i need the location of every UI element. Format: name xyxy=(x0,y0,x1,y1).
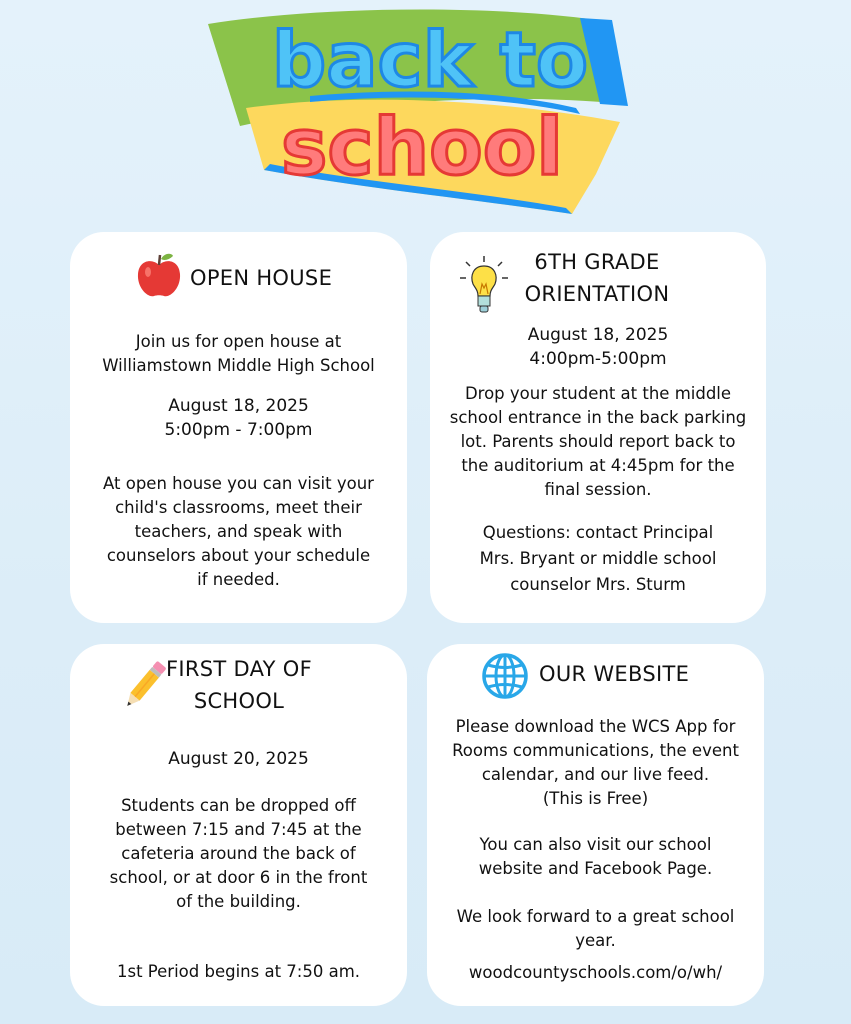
orientation-date: August 18, 2025 4:00pm-5:00pm xyxy=(527,325,669,369)
orientation-details: Drop your student at the middle school entrance in the back parking lot. Parents should report back to the auditorium at 4:45pm for the final session. xyxy=(449,384,747,499)
website-app-text: Please download the WCS App for Rooms communications, the event calendar, and our live feed. (This is Free) xyxy=(452,717,739,808)
globe-icon xyxy=(481,652,529,700)
open-house-date: August 18, 2025 5:00pm - 7:00pm xyxy=(164,396,313,440)
open-house-title: OPEN HOUSE xyxy=(190,266,333,290)
website-card xyxy=(427,644,764,1006)
apple-icon xyxy=(134,250,184,300)
open-house-details: At open house you can visit your child's classrooms, meet their teachers, and speak with counselors about your schedule if needed. xyxy=(103,474,374,589)
first-day-title: FIRST DAY OF SCHOOL xyxy=(166,657,312,713)
first-day-period: 1st Period begins at 7:50 am. xyxy=(116,962,361,981)
website-visit-text: You can also visit our school website and Facebook Page. xyxy=(478,835,713,878)
orientation-questions: Questions: contact Principal Mrs. Bryant or middle school counselor Mrs. Sturm xyxy=(479,523,717,594)
website-url[interactable]: woodcountyschools.com/o/wh/ xyxy=(468,963,723,982)
banner-line1: back to xyxy=(271,15,589,104)
open-house-card xyxy=(70,232,407,623)
website-closing-text: We look forward to a great school year. xyxy=(456,907,735,950)
first-day-card xyxy=(70,644,407,1006)
back-to-school-banner xyxy=(200,4,640,216)
first-day-date: August 20, 2025 xyxy=(168,749,309,769)
orientation-title: 6TH GRADE ORIENTATION xyxy=(524,250,670,306)
lightbulb-icon xyxy=(458,254,510,316)
orientation-card xyxy=(430,232,766,623)
open-house-intro: Join us for open house at Williamstown Middle High School xyxy=(102,332,375,375)
banner-line2: school xyxy=(280,103,564,193)
first-day-details: Students can be dropped off between 7:15 and 7:45 at the cafeteria around the back of school, or at door 6 in the front of the building. xyxy=(109,796,368,911)
website-title: OUR WEBSITE xyxy=(539,662,690,686)
